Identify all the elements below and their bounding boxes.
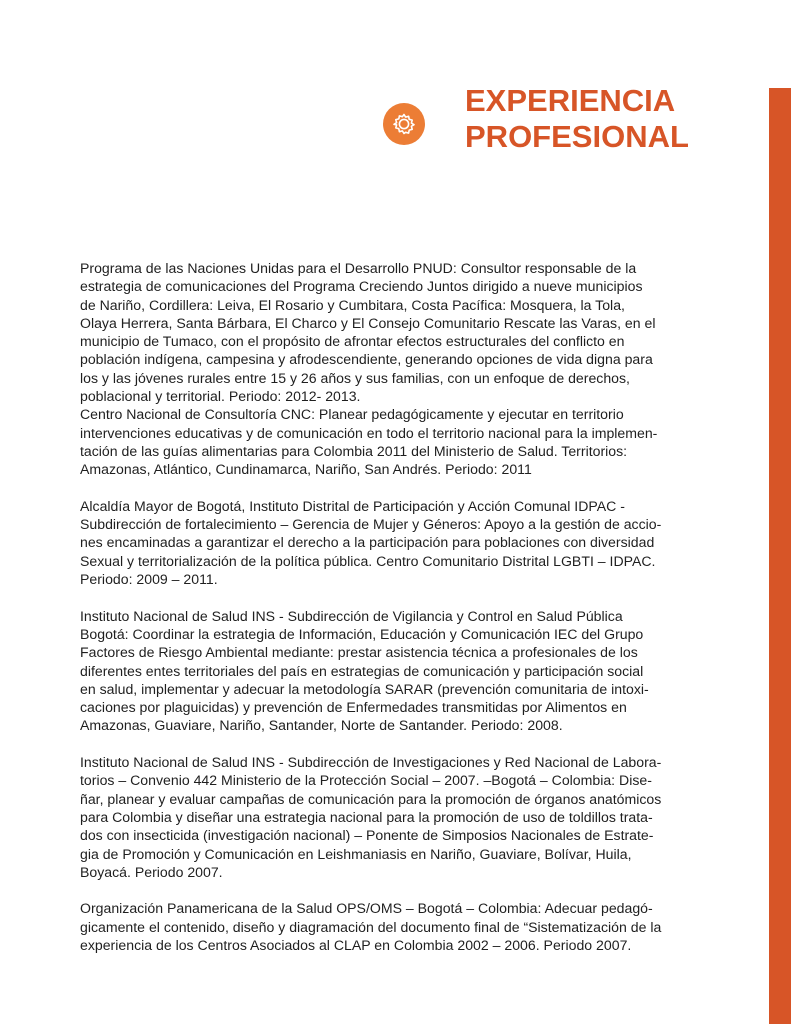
- section-title-line-2: PROFESIONAL: [465, 119, 689, 154]
- text-line: gicamente el contenido, diseño y diagramación del documento final de “Sistematización de la: [80, 918, 662, 935]
- text-line: los y las jóvenes rurales entre 15 y 26 años y sus familias, con un enfoque de derechos,: [80, 369, 630, 386]
- accent-side-bar: [769, 88, 791, 1024]
- text-line: Instituto Nacional de Salud INS - Subdirección de Investigaciones y Red Nacional de Labora-: [80, 754, 662, 771]
- text-line: en salud, implementar y adecuar la metodología SARAR (prevención comunitaria de intoxi-: [80, 680, 649, 697]
- text-line: torios – Convenio 442 Ministerio de la Protección Social – 2007. –Bogotá – Colombia: Dise-: [80, 772, 652, 789]
- text-line: para Colombia y diseñar una estrategia nacional para la promoción de uso de toldillos trata-: [80, 808, 653, 825]
- text-line: Centro Nacional de Consultoría CNC: Planear pedagógicamente y ejecutar en territorio: [80, 406, 624, 423]
- text-line: municipio de Tumaco, con el propósito de afrontar efectos estructurales del conflicto en: [80, 333, 625, 350]
- experience-entry-idpac: [80, 497, 730, 588]
- text-line: Factores de Riesgo Ambiental mediante: prestar asistencia técnica a profesionales de los: [80, 644, 638, 661]
- text-line: Amazonas, Atlántico, Cundinamarca, Nariño, San Andrés. Periodo: 2011: [80, 461, 532, 478]
- text-line: nes encaminadas a garantizar el derecho a la participación para poblaciones con diversidad: [80, 534, 655, 551]
- gear-icon: [383, 103, 425, 145]
- text-line: ñar, planear y evaluar campañas de comunicación para la promoción de órganos anatómicos: [80, 790, 662, 807]
- gear-icon-glyph: [390, 110, 418, 138]
- text-line: tación de las guías alimentarias para Colombia 2011 del Ministerio de Salud. Territorios:: [80, 442, 628, 459]
- text-line: Sexual y territorialización de la política pública. Centro Comunitario Distrital LGBTI – IDPAC.: [80, 552, 656, 569]
- text-line: Boyacá. Periodo 2007.: [80, 863, 223, 880]
- section-title: [465, 83, 689, 155]
- text-line: Alcaldía Mayor de Bogotá, Instituto Distrital de Participación y Acción Comunal IDPAC -: [80, 497, 625, 514]
- text-line: Periodo: 2009 – 2011.: [80, 571, 218, 588]
- text-line: de Nariño, Cordillera: Leiva, El Rosario y Cumbitara, Costa Pacífica: Mosquera, la Tola,: [80, 296, 625, 313]
- experience-entry-cnc: [80, 405, 730, 478]
- text-line: población indígena, campesina y afrodescendiente, generando opciones de vida digna para: [80, 351, 653, 368]
- paragraph-gap: [80, 588, 730, 606]
- paragraph-gap: [80, 735, 730, 753]
- text-line: Subdirección de fortalecimiento – Gerencia de Mujer y Géneros: Apoyo a la gestión de accio-: [80, 516, 662, 533]
- paragraph-gap: [80, 881, 730, 899]
- text-line: Bogotá: Coordinar la estrategia de Información, Educación y Comunicación IEC del Grupo: [80, 625, 644, 642]
- text-line: experiencia de los Centros Asociados al CLAP en Colombia 2002 – 2006. Periodo 2007.: [80, 936, 632, 953]
- text-line: intervenciones educativas y de comunicación en todo el territorio nacional para la implemen-: [80, 424, 658, 441]
- text-line: estrategia de comunicaciones del Programa Creciendo Juntos dirigido a nueve municipios: [80, 278, 643, 295]
- text-line: gia de Promoción y Comunicación en Leishmaniasis en Nariño, Guaviare, Bolívar, Huila,: [80, 845, 632, 862]
- text-line: Olaya Herrera, Santa Bárbara, El Charco y El Consejo Comunitario Rescate las Varas, en el: [80, 314, 656, 331]
- text-line: diferentes entes territoriales del país en estrategias de comunicación y participación social: [80, 662, 644, 679]
- paragraph-gap: [80, 479, 730, 497]
- text-line: Instituto Nacional de Salud INS - Subdirección de Vigilancia y Control en Salud Pública: [80, 607, 623, 624]
- section-title-line-1: EXPERIENCIA: [465, 83, 676, 118]
- text-line: caciones por plaguicidas) y prevención de Enfermedades transmitidas por Alimentos en: [80, 699, 627, 716]
- text-line: Organización Panamericana de la Salud OPS/OMS – Bogotá – Colombia: Adecuar pedagó-: [80, 900, 653, 917]
- text-line: dos con insecticida (investigación nacional) – Ponente de Simposios Nacionales de Estrate-: [80, 827, 654, 844]
- experience-entry-pnud: [80, 259, 730, 405]
- text-line: Amazonas, Guaviare, Nariño, Santander, Norte de Santander. Periodo: 2008.: [80, 717, 563, 734]
- text-line: Programa de las Naciones Unidas para el Desarrollo PNUD: Consultor responsable de la: [80, 260, 637, 276]
- experience-entry-ins-vigilancia: [80, 607, 730, 735]
- experience-entry-ops-oms: [80, 899, 730, 954]
- text-line: poblacional y territorial. Periodo: 2012- 2013.: [80, 388, 361, 405]
- experience-entry-ins-investigaciones: [80, 753, 730, 881]
- experience-list: [80, 259, 730, 954]
